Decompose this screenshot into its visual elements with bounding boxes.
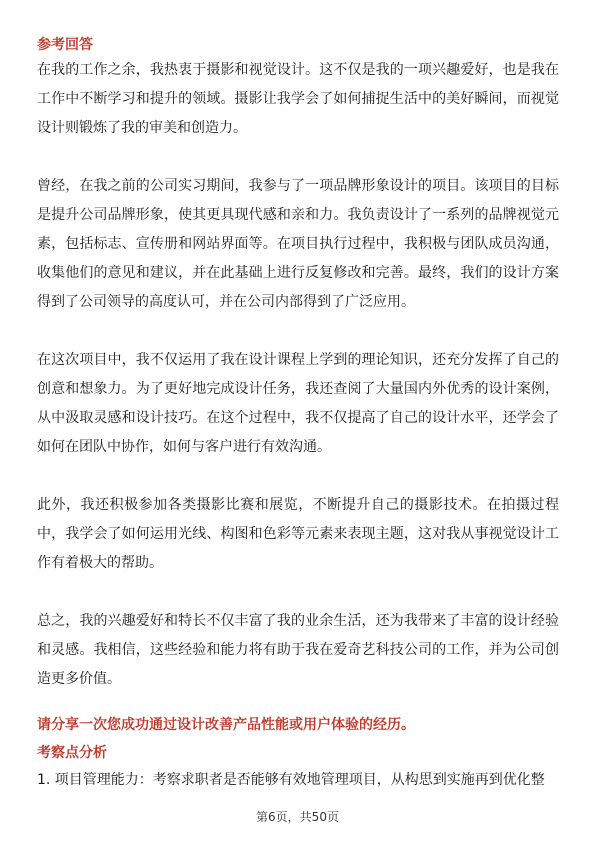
document-page: [37, 34, 559, 794]
paragraph-photography: 此外，我还积极参加各类摄影比赛和展览，不断提升自己的摄影技术。在拍摄过程中，我学会了如何运用光线、构图和色彩等元素来表现主题，这对我从事视觉设计工作有着极大的帮助。: [37, 497, 559, 571]
paragraph-gap: [37, 143, 559, 172]
paragraph-gap: [37, 462, 559, 491]
paragraph-gap: [37, 317, 559, 346]
paragraph-hobbies: 在我的工作之余，我热衷于摄影和视觉设计。这不仅是我的一项兴趣爱好，也是我在工作中不断学习和提升的领域。摄影让我学会了如何捕捉生活中的美好瞬间，而视觉设计则锻炼了我的审美和创造力。: [37, 62, 559, 136]
paragraph-conclusion: 总之，我的兴趣爱好和特长不仅丰富了我的业余生活，还为我带来了丰富的设计经验和灵感。我相信，这些经验和能力将有助于我在爱奇艺科技公司的工作，并为公司创造更多价值。: [37, 613, 559, 687]
paragraph-project-experience: 曾经，在我之前的公司实习期间，我参与了一项品牌形象设计的项目。该项目的目标是提升公司品牌形象，使其更具现代感和亲和力。我负责设计了一系列的品牌视觉元素，包括标志、宣传册和网站界面等。在项目执行过程中，我积极与团队成员沟通，收集他们的意见和建议，并在此基础上进行反复修改和完善。最终，我们的设计方案得到了公司领导的高度认可，并在公司内部得到了广泛应用。: [37, 178, 559, 310]
paragraph-gap: [37, 578, 559, 607]
page-number: 第6页，共50页: [256, 810, 339, 824]
paragraph-project-learning: 在这次项目中，我不仅运用了我在设计课程上学到的理论知识，还充分发挥了自己的创意和想象力。为了更好地完成设计任务，我还查阅了大量国内外优秀的设计案例，从中汲取灵感和设计技巧。在这个过程中，我不仅提高了自己的设计水平，还学会了如何在团队中协作，如何与客户进行有效沟通。: [37, 352, 559, 455]
analysis-heading: 考察点分析: [37, 745, 107, 761]
answer-heading: 参考回答: [37, 37, 93, 53]
interview-question: 请分享一次您成功通过设计改善产品性能或用户体验的经历。: [37, 717, 415, 733]
analysis-item: 1. 项目管理能力：考察求职者是否能够有效地管理项目，从构思到实施再到优化整: [37, 772, 545, 788]
